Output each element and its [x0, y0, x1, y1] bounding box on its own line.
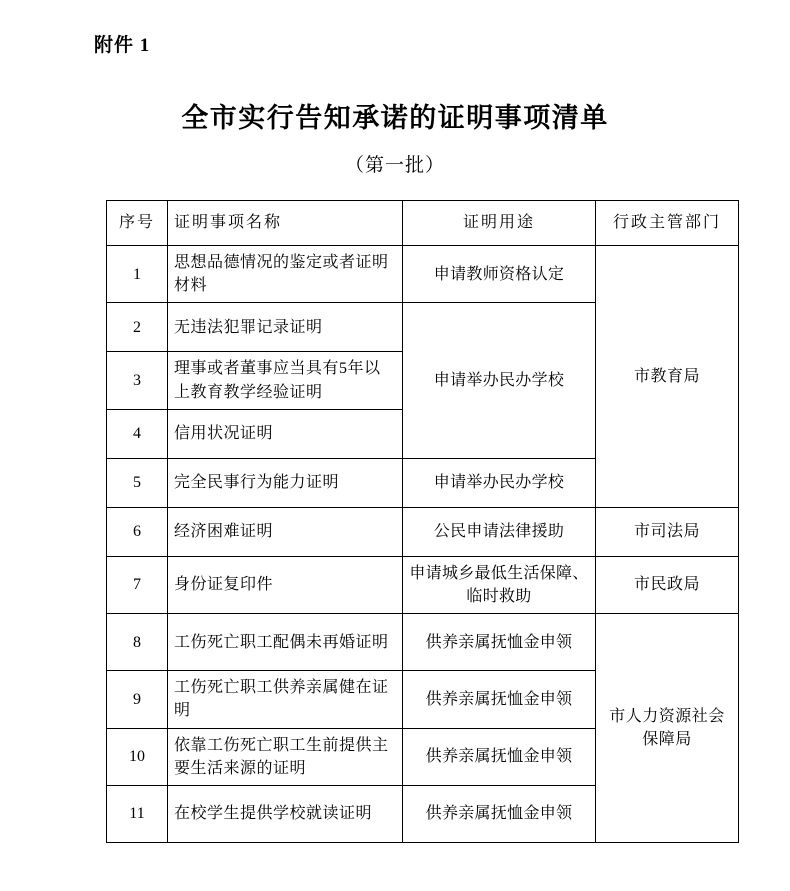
cell-use: 申请举办民办学校	[403, 458, 596, 507]
cell-name: 无违法犯罪记录证明	[168, 303, 403, 352]
cell-no: 2	[107, 303, 168, 352]
cell-name: 经济困难证明	[168, 507, 403, 556]
cell-dept: 市人力资源社会保障局	[596, 614, 739, 843]
cell-no: 7	[107, 556, 168, 613]
table-header-row	[107, 201, 739, 246]
cell-no: 6	[107, 507, 168, 556]
cell-use: 申请举办民办学校	[403, 303, 596, 458]
cell-use: 申请城乡最低生活保障、临时救助	[403, 556, 596, 613]
cell-name: 思想品德情况的鉴定或者证明材料	[168, 246, 403, 303]
cell-use: 供养亲属抚恤金申领	[403, 671, 596, 728]
cell-no: 3	[107, 352, 168, 409]
cell-use: 供养亲属抚恤金申领	[403, 785, 596, 842]
cell-no: 5	[107, 458, 168, 507]
table-row	[107, 556, 739, 613]
column-header-dept: 行政主管部门	[596, 201, 739, 246]
cell-name: 身份证复印件	[168, 556, 403, 613]
cell-no: 10	[107, 728, 168, 785]
cell-no: 8	[107, 614, 168, 671]
table-row	[107, 246, 739, 303]
cell-use: 公民申请法律援助	[403, 507, 596, 556]
cell-name: 信用状况证明	[168, 409, 403, 458]
attachment-label: 附件 1	[94, 35, 151, 56]
cell-dept: 市教育局	[596, 246, 739, 508]
column-header-no: 序号	[107, 201, 168, 246]
cell-no: 9	[107, 671, 168, 728]
cell-no: 1	[107, 246, 168, 303]
cell-dept: 市司法局	[596, 507, 739, 556]
cell-use: 供养亲属抚恤金申领	[403, 728, 596, 785]
column-header-name: 证明事项名称	[168, 201, 403, 246]
cell-name: 工伤死亡职工配偶未再婚证明	[168, 614, 403, 671]
cell-name: 在校学生提供学校就读证明	[168, 785, 403, 842]
cell-use: 申请教师资格认定	[403, 246, 596, 303]
page-subtitle: （第一批）	[344, 155, 445, 176]
cell-name: 理事或者董事应当具有5年以上教育教学经验证明	[168, 352, 403, 409]
cell-dept: 市民政局	[596, 556, 739, 613]
cell-name: 工伤死亡职工供养亲属健在证明	[168, 671, 403, 728]
column-header-use: 证明用途	[403, 201, 596, 246]
table-row	[107, 614, 739, 671]
cell-no: 11	[107, 785, 168, 842]
cell-use: 供养亲属抚恤金申领	[403, 614, 596, 671]
cell-name: 完全民事行为能力证明	[168, 458, 403, 507]
page-title: 全市实行告知承诺的证明事项清单	[181, 103, 609, 133]
table-row	[107, 507, 739, 556]
cell-no: 4	[107, 409, 168, 458]
certification-items-table	[106, 200, 739, 843]
cell-name: 依靠工伤死亡职工生前提供主要生活来源的证明	[168, 728, 403, 785]
